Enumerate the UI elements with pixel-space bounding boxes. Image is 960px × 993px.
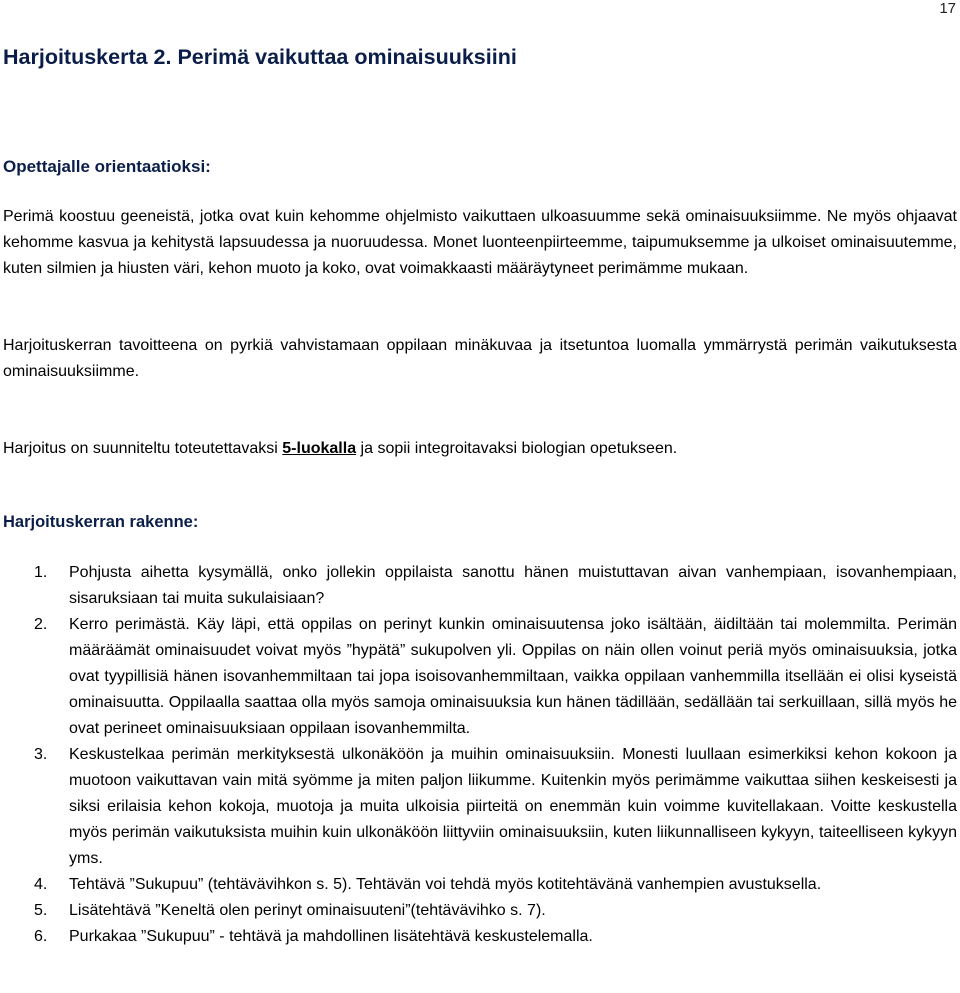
step-text: Kerro perimästä. Käy läpi, että oppilas on perinyt kunkin ominaisuutensa joko isältään, äidiltään tai molemmilta. Perimän määräämät ominaisuudet voivat myös ”hypätä” sukupolven yli. Oppilas on näin ollen voinut periä myös ominaisuuksia, jotka ovat tyypillisiä hänen isovanhemmiltaan tai jopa isoisovanhemmiltaan, vaikka oppilaan vanhemmilla itsellään ei olisi kyseistä ominaisuutta. Oppilaalla saattaa olla myös samoja ominaisuuksia kun hänen tädillään, sedällään tai serkuillaan, sillä myös he ovat perineet ominaisuuksiaan oppilaan isovanhemmilta. — [69, 616, 957, 737]
step-number: 2. — [34, 616, 48, 633]
step-number: 6. — [34, 928, 48, 945]
list-item — [3, 898, 957, 924]
orientation-text-a: Perimä koostuu geeneistä, jotka ovat kuin kehomme ohjelmisto vaikuttaen ulkoasuumme sekä ominaisuuksiimme. Ne myös ohjaavat kehomme kasvua ja kehitystä lapsuudessa ja nuoruudessa. — [3, 208, 957, 251]
step-text: Purkakaa ”Sukupuu” - tehtävä ja mahdollinen lisätehtävä keskustelemalla. — [69, 928, 593, 945]
structure-steps-list — [3, 560, 957, 950]
step-text: Pohjusta aihetta kysymällä, onko jollekin oppilaista sanottu hänen muistuttavan aivan vanhempiaan, isovanhempiaan, sisaruksiaan tai muita sukulaisiaan? — [69, 564, 957, 607]
page-title: Harjoituskerta 2. Perimä vaikuttaa ominaisuuksiini — [3, 45, 517, 69]
grade-note-suffix: ja sopii integroitavaksi biologian opetukseen. — [356, 440, 678, 457]
step-text: Tehtävä ”Sukupuu” (tehtävävihkon s. 5). Tehtävän voi tehdä myös kotitehtävänä vanhempien avustuksella. — [69, 876, 822, 893]
step-number: 4. — [34, 876, 48, 893]
list-item — [3, 924, 957, 950]
page-number: 17 — [939, 0, 956, 17]
step-text: Lisätehtävä ”Keneltä olen perinyt ominaisuuteni”(tehtävävihko s. 7). — [69, 902, 546, 919]
step-number: 3. — [34, 746, 48, 763]
list-item — [3, 560, 957, 612]
step-number: 1. — [34, 564, 48, 581]
orientation-text-b: Monet luonteenpiirteemme, taipumuksemme ja ulkoiset ominaisuutemme, kuten silmien ja hiusten väri, kehon muoto ja koko, ovat voimakkaasti määräytyneet perimämme mukaan. — [3, 234, 957, 277]
orientation-paragraph-1 — [3, 204, 957, 282]
orientation-heading: Opettajalle orientaatioksi: — [3, 157, 211, 176]
list-item — [3, 872, 957, 898]
orientation-paragraph-2: Harjoituskerran tavoitteena on pyrkiä vahvistamaan oppilaan minäkuvaa ja itsetuntoa luomalla ymmärrystä perimän vaikutuksesta ominaisuuksiimme. — [3, 337, 957, 380]
grade-level: 5-luokalla — [282, 440, 357, 457]
list-item — [3, 742, 957, 872]
list-item — [3, 612, 957, 742]
step-text: Keskustelkaa perimän merkityksestä ulkonäköön ja muihin ominaisuuksiin. Monesti luullaan esimerkiksi kehon kokoon ja muotoon vaikuttavan vain mitä syömme ja miten paljon liikumme. Kuitenkin myös perimämme vaikuttaa siihen keskeisesti ja siksi erilaisia kehon kokoja, muotoja ja muita ulkoisia piirteitä on enemmän kuin voimme kuvitellakaan. Voitte keskustella myös perimän vaikutuksista muihin kuin ulkonäköön liittyviin ominaisuuksiin, kuten liikunnalliseen kykyyn, taiteelliseen kykyyn yms. — [69, 746, 957, 867]
structure-heading: Harjoituskerran rakenne: — [3, 513, 199, 531]
orientation-paragraph-3 — [3, 436, 957, 462]
step-number: 5. — [34, 902, 48, 919]
grade-note-prefix: Harjoitus on suunniteltu toteutettavaksi — [3, 440, 283, 457]
